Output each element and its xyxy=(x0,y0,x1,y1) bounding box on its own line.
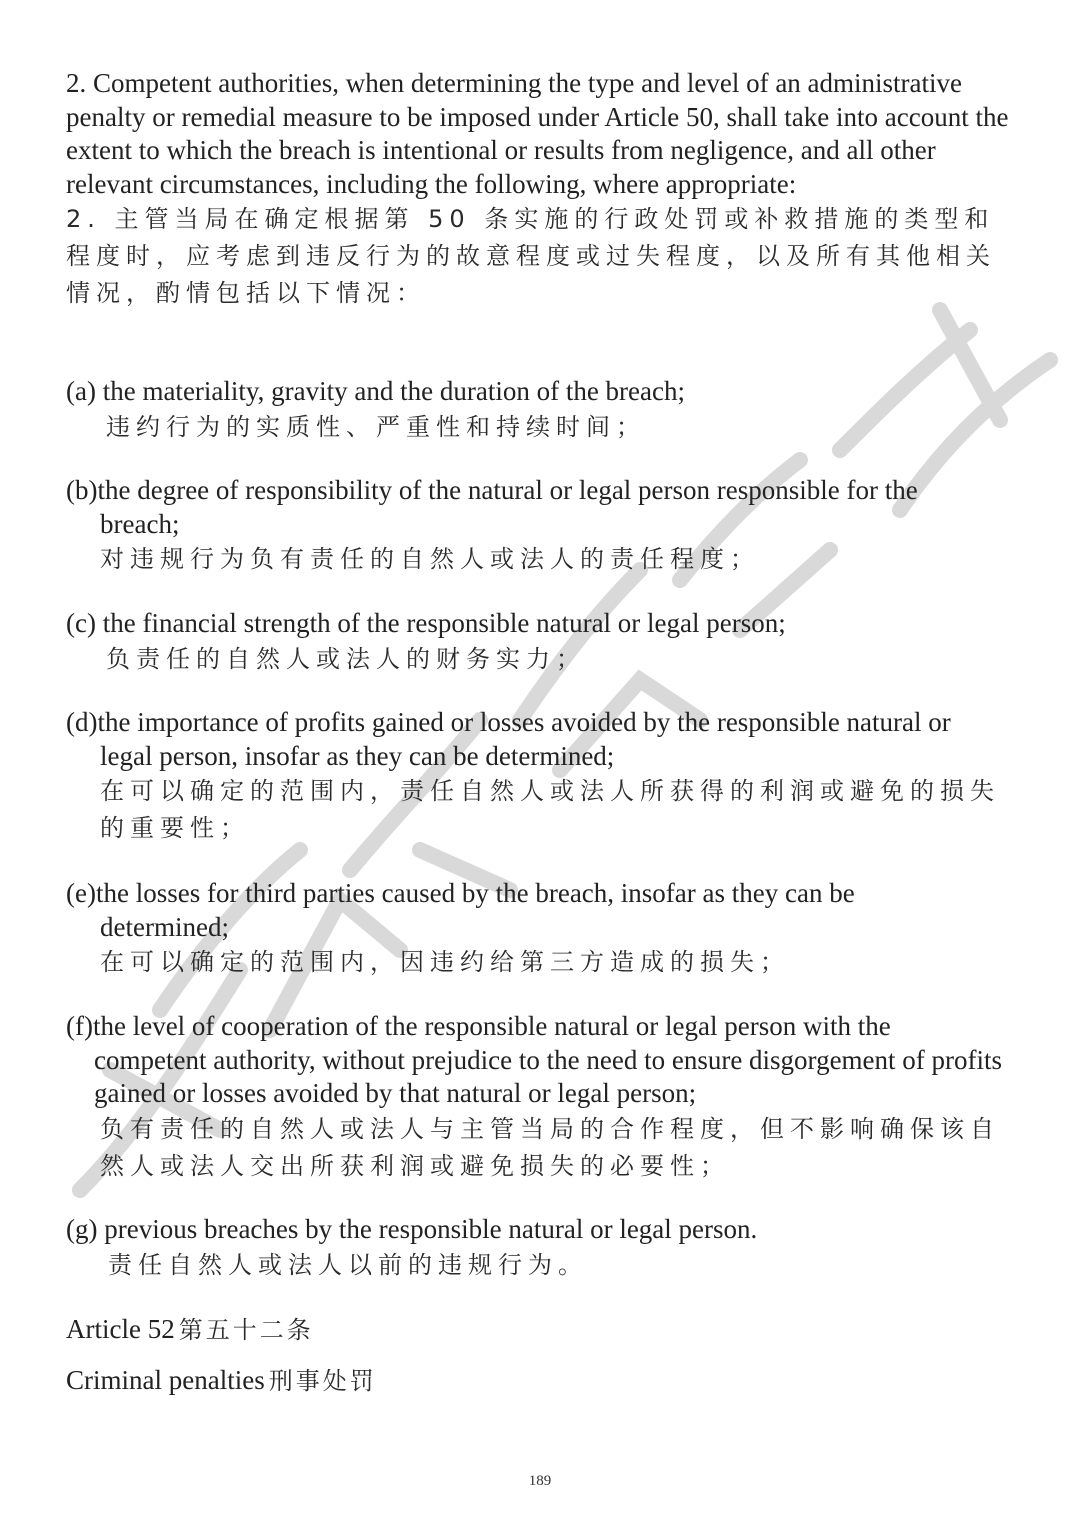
article-number-zh: 第五十二条 xyxy=(178,1316,314,1344)
item-f-en: (f)the level of cooperation of the responsible natural or legal person with the competent authority, without prejudice to the need to ensure disgorgement of profits gained or losses avoided by that natural or legal person; xyxy=(66,1011,1003,1108)
item-b xyxy=(66,474,996,578)
page-number: 189 xyxy=(528,1473,552,1489)
item-g-en: (g) previous breaches by the responsible natural or legal person. xyxy=(66,1214,758,1244)
section-title-zh: 刑事处罚 xyxy=(268,1367,377,1395)
item-e-zh: 在可以确定的范围内，因违约给第三方造成的损失； xyxy=(100,948,790,976)
item-f xyxy=(66,1010,1006,1185)
section-heading xyxy=(66,1363,1011,1400)
item-d-zh: 在可以确定的范围内，责任自然人或法人所获得的利润或避免的损失的重要性； xyxy=(100,777,1000,842)
article-number-en: Article 52 xyxy=(66,1314,175,1344)
item-g xyxy=(66,1213,1011,1284)
item-g-zh: 责任自然人或法人以前的违规行为。 xyxy=(108,1250,588,1279)
item-a-en: (a) the materiality, gravity and the duration of the breach; xyxy=(66,376,685,406)
item-b-en: (b)the degree of responsibility of the natural or legal person responsible for the breach; xyxy=(66,475,918,539)
item-b-zh: 对违规行为负有责任的自然人或法人的责任程度； xyxy=(100,545,760,573)
item-e xyxy=(66,877,946,981)
item-c-zh: 负责任的自然人或法人的财务实力； xyxy=(106,644,586,673)
item-c xyxy=(66,607,1011,678)
section-title-en: Criminal penalties xyxy=(66,1365,265,1395)
intro-paragraph xyxy=(66,67,1011,312)
item-d-en: (d)the importance of profits gained or losses avoided by the responsible natural or legal person, insofar as they can be determined; xyxy=(66,707,951,771)
item-a xyxy=(66,375,1011,446)
article-heading xyxy=(66,1312,1011,1349)
item-a-zh: 违约行为的实质性、严重性和持续时间； xyxy=(106,412,646,441)
item-e-en: (e)the losses for third parties caused by the breach, insofar as they can be determined; xyxy=(66,878,855,942)
intro-zh: 2. 主管当局在确定根据第 50 条实施的行政处罚或补救措施的类型和程度时，应考虑到违反行为的故意程度或过失程度，以及所有其他相关情况，酌情包括以下情况： xyxy=(66,205,996,307)
item-c-en: (c) the financial strength of the responsible natural or legal person; xyxy=(66,608,786,638)
intro-en: 2. Competent authorities, when determining the type and level of an administrative penalty or remedial measure to be imposed under Article 50, shall take into account the extent to which the breach is intentional or results from negligence, and all other relevant circumstances, including the following, where appropriate: xyxy=(66,68,1009,199)
item-d xyxy=(66,706,1001,847)
item-f-zh: 负有责任的自然人或法人与主管当局的合作程度，但不影响确保该自然人或法人交出所获利润或避免损失的必要性； xyxy=(100,1114,1000,1180)
